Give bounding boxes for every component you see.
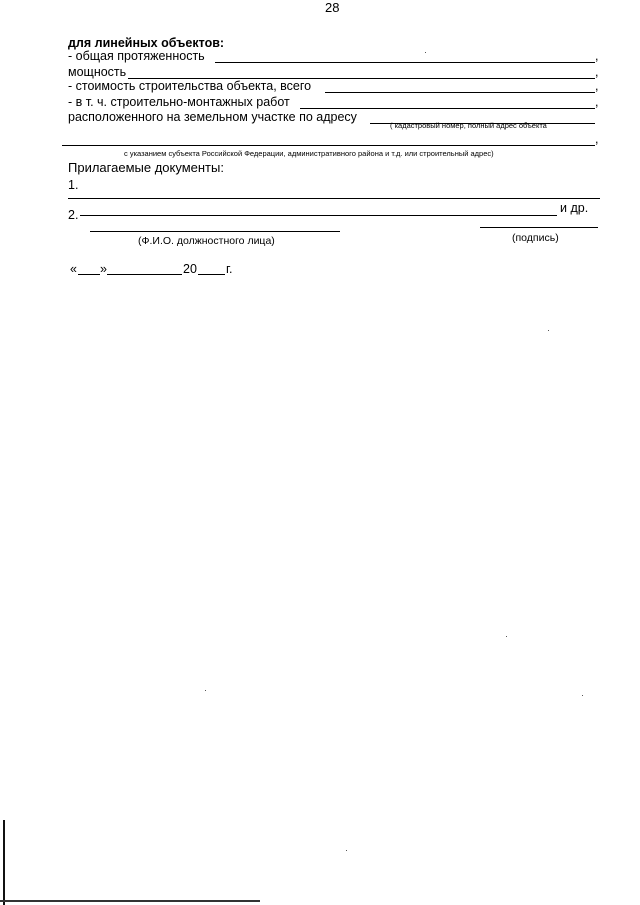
scan-edge-bottom [0,900,260,902]
construction-line [300,108,595,109]
location-label: расположенного на земельном участке по адресу [68,110,357,124]
attachment-item-2: 2. [68,208,79,222]
date-month-line [107,274,182,275]
date-close-quote: » [100,262,107,276]
attachment-etc: и др. [560,201,589,215]
cost-line [325,92,595,93]
signature-line [480,227,598,228]
comma: , [595,95,599,109]
date-year-suffix: г. [226,262,233,276]
date-day-line [78,274,100,275]
comma: , [595,79,599,93]
comma: , [595,49,599,63]
comma: , [595,65,599,79]
length-line [215,62,595,63]
address-line [62,145,595,146]
date-open-quote: « [70,262,77,276]
length-label: - общая протяженность [68,49,205,63]
attachment-line-2 [80,215,557,216]
cost-label: - стоимость строительства объекта, всего [68,79,312,93]
subject-hint: с указанием субъекта Российской Федерации, административного района и т.д. или строительный адрес) [124,149,494,158]
scan-speck [205,690,206,691]
scan-speck [548,330,549,331]
comma: , [595,132,599,146]
scan-speck [425,52,426,53]
scan-edge-left [3,820,5,905]
signature-caption: (подпись) [512,232,559,244]
cadastral-hint: ( кадастровый номер, полный адрес объекта [390,121,547,130]
construction-label: - в т. ч. строительно-монтажных работ [68,95,290,109]
capacity-label: мощность [68,65,127,79]
page-number: 28 [325,0,340,15]
date-year-prefix: 20 [183,262,197,276]
attachment-item-1: 1. [68,178,79,192]
section-heading: для линейных объектов: [68,36,225,50]
scan-speck [346,850,347,851]
scan-speck [582,695,583,696]
name-line [90,231,340,232]
scan-speck [506,636,507,637]
name-caption: (Ф.И.О. должностного лица) [138,235,275,247]
attachments-title: Прилагаемые документы: [68,160,224,175]
date-year-line [198,274,225,275]
attachment-line-1 [68,198,600,199]
